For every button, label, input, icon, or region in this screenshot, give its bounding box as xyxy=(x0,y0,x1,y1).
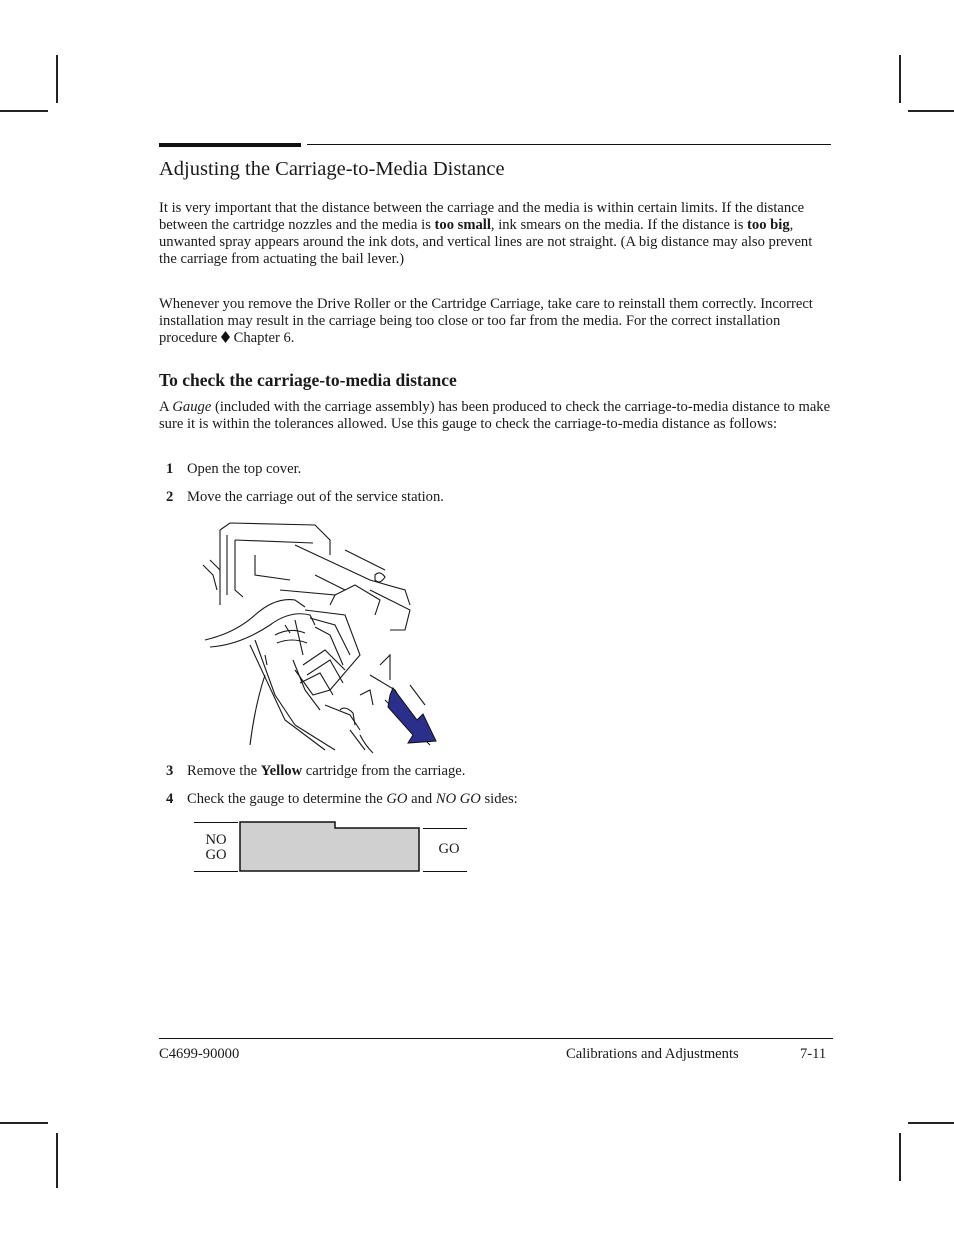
procedure-heading: To check the carriage-to-media distance xyxy=(159,370,457,390)
text-run: It is very important that the distance between the carriage and the media is within certain limits. If the distance between the cartridge nozzles and the media is xyxy=(159,200,805,233)
crop-mark xyxy=(56,55,58,103)
text-run: Chapter 6. xyxy=(230,330,295,346)
step-number: 3 xyxy=(166,763,174,779)
step-text: Open the top cover. xyxy=(187,461,302,477)
procedure-intro xyxy=(159,399,831,433)
step-2 xyxy=(166,489,444,506)
gauge-line xyxy=(194,822,238,823)
footer-rule xyxy=(159,1038,833,1039)
gauge-line xyxy=(423,828,467,829)
title-rule-thick xyxy=(159,143,301,147)
no-go-label-line-1: NO xyxy=(205,832,227,848)
step-3 xyxy=(166,763,465,780)
text-run: (included with the carriage assembly) has been produced to check the carriage-to-media distance to make sure it is within the tolerances allowed. Use this gauge to check the carriage-to-media distance as follows: xyxy=(159,399,831,432)
step-text: cartridge from the carriage. xyxy=(302,763,466,779)
text-run: A xyxy=(159,399,173,415)
intro-paragraph-2 xyxy=(159,296,831,347)
italic-term-gauge: Gauge xyxy=(172,399,212,415)
step-number: 1 xyxy=(166,461,174,477)
carriage-illustration xyxy=(195,515,440,755)
text-run: , unwanted spray appears around the ink dots, and vertical lines are not straight. (A big distance may also prevent the carriage from actuating the bail lever.) xyxy=(159,217,813,267)
gauge-line xyxy=(423,871,467,872)
crop-mark xyxy=(908,110,954,112)
gauge-body xyxy=(237,820,423,874)
step-text: Move the carriage out of the service station. xyxy=(187,489,444,505)
step-1 xyxy=(166,461,301,478)
gauge-line xyxy=(194,871,238,872)
bold-term-too-small: too small xyxy=(434,217,491,233)
arrow-graphic xyxy=(388,688,436,743)
pointer-icon xyxy=(221,331,230,343)
no-go-label-line-2: GO xyxy=(205,847,227,863)
page-number: 7-11 xyxy=(800,1046,827,1062)
text-run: Whenever you remove the Drive Roller or the Cartridge Carriage, take care to reinstall them correctly. Incorrect installation may result in the carriage being too close or too far from the media. For the correct installation procedure xyxy=(159,296,813,346)
step-text: Remove the xyxy=(187,763,261,779)
intro-paragraph-1 xyxy=(159,200,831,268)
go-label: GO xyxy=(438,841,460,857)
bold-term-yellow: Yellow xyxy=(260,763,303,779)
page-title: Adjusting the Carriage-to-Media Distance xyxy=(159,158,505,180)
crop-mark xyxy=(899,1133,901,1181)
italic-term-go: GO xyxy=(386,791,408,807)
step-number: 2 xyxy=(166,489,174,505)
doc-number: C4699-90000 xyxy=(159,1046,240,1062)
step-text: sides: xyxy=(480,791,518,807)
crop-mark xyxy=(899,55,901,103)
text-run: , ink smears on the media. If the distance is xyxy=(490,217,748,233)
step-4 xyxy=(166,791,518,808)
crop-mark xyxy=(0,1122,48,1124)
no-go-label xyxy=(194,833,238,863)
bold-term-too-big: too big xyxy=(747,217,790,233)
crop-mark xyxy=(0,110,48,112)
crop-mark xyxy=(56,1133,58,1188)
title-rule-thin xyxy=(307,144,831,145)
step-text: and xyxy=(407,791,436,807)
chapter-name: Calibrations and Adjustments xyxy=(566,1046,739,1062)
step-text: Check the gauge to determine the xyxy=(187,791,387,807)
step-number: 4 xyxy=(166,791,174,807)
crop-mark xyxy=(908,1122,954,1124)
italic-term-no-go: NO GO xyxy=(435,791,481,807)
